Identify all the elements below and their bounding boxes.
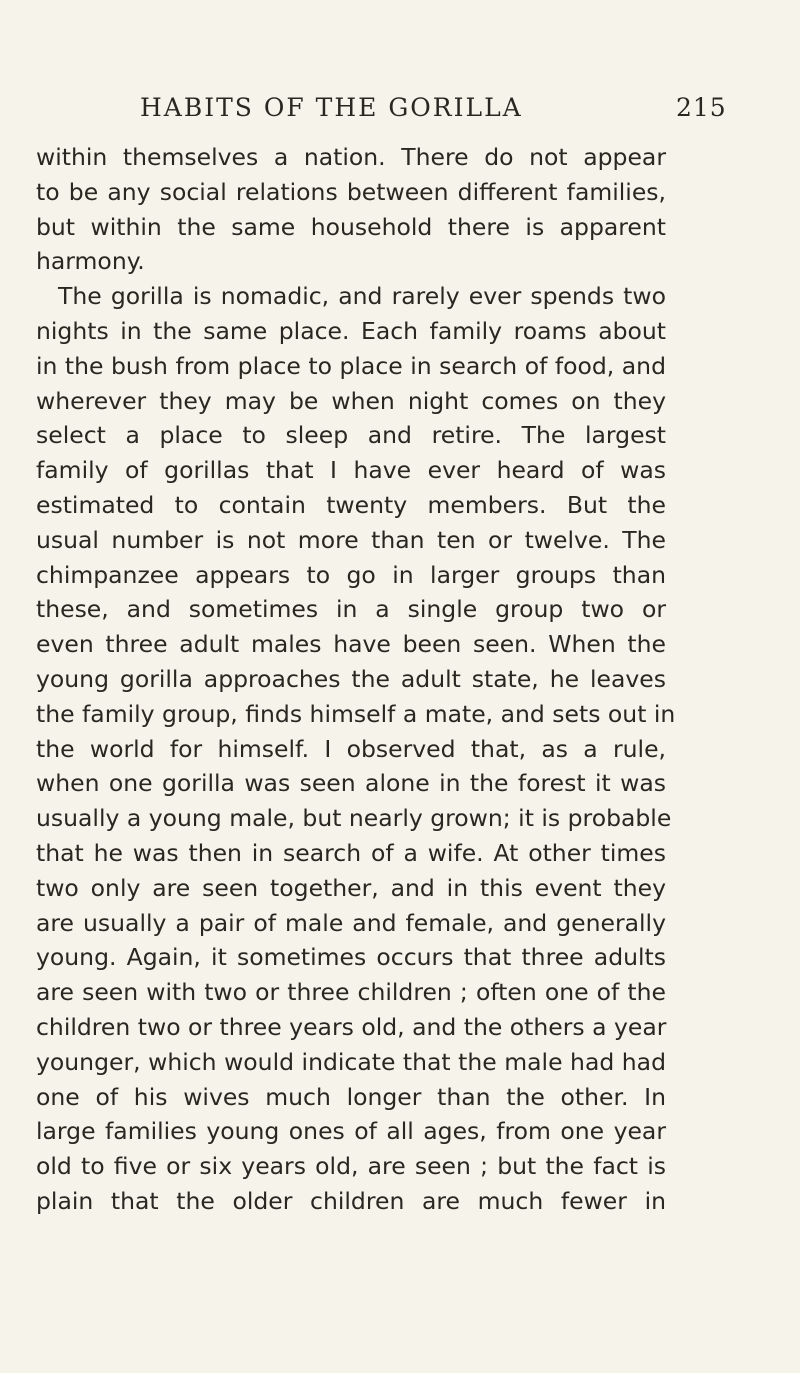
text-line: within themselves a nation. There do not appear bbox=[36, 143, 666, 171]
text-line: young gorilla approaches the adult state, he leaves bbox=[36, 664, 666, 693]
text-line: younger, which would indicate that the male had had bbox=[36, 1047, 666, 1076]
text-line: large families young ones of all ages, from one year bbox=[36, 1117, 666, 1146]
text-line: are seen with two or three children ; often one of the bbox=[36, 978, 666, 1007]
text-line: old to five or six years old, are seen ; but the fact is bbox=[36, 1152, 666, 1181]
text-line: estimated to contain twenty members. But the bbox=[36, 490, 666, 519]
text-line: children two or three years old, and the others a year bbox=[36, 1012, 667, 1041]
text-line: harmony. bbox=[36, 247, 145, 276]
text-line: when one gorilla was seen alone in the forest it was bbox=[36, 769, 666, 798]
text-line: young. Again, it sometimes occurs that three adults bbox=[36, 943, 666, 972]
text-line: The gorilla is nomadic, and rarely ever spends two bbox=[58, 282, 666, 311]
text-line: even three adult males have been seen. When the bbox=[36, 630, 666, 659]
text-line: usual number is not more than ten or twelve. The bbox=[36, 525, 666, 554]
running-head bbox=[140, 93, 727, 122]
text-line: usually a young male, but nearly grown; it is probable bbox=[36, 804, 672, 833]
text-line: the family group, finds himself a mate, and sets out in bbox=[36, 699, 676, 728]
body-text bbox=[36, 140, 676, 1219]
text-line: family of gorillas that I have ever heard of was bbox=[36, 456, 666, 485]
text-line: that he was then in search of a wife. At other times bbox=[36, 838, 666, 867]
text-line: select a place to sleep and retire. The largest bbox=[36, 421, 666, 450]
text-line: are usually a pair of male and female, and generally bbox=[36, 908, 666, 937]
text-line: two only are seen together, and in this event they bbox=[36, 873, 666, 902]
text-line: these, and sometimes in a single group two or bbox=[36, 595, 666, 624]
text-line: wherever they may be when night comes on they bbox=[36, 386, 666, 415]
page-number: 215 bbox=[676, 93, 727, 122]
text-line: but within the same household there is apparent bbox=[36, 212, 666, 241]
text-line: plain that the older children are much fewer in bbox=[36, 1186, 666, 1215]
text-line: in the bush from place to place in search of food, and bbox=[36, 351, 666, 380]
text-line: one of his wives much longer than the other. In bbox=[36, 1082, 666, 1111]
text-line: to be any social relations between different families, bbox=[36, 177, 666, 206]
text-line: nights in the same place. Each family roams about bbox=[36, 316, 666, 345]
text-line: the world for himself. I observed that, as a rule, bbox=[36, 734, 666, 763]
running-title: HABITS OF THE GORILLA bbox=[140, 93, 523, 122]
text-line: chimpanzee appears to go in larger groups than bbox=[36, 560, 666, 589]
